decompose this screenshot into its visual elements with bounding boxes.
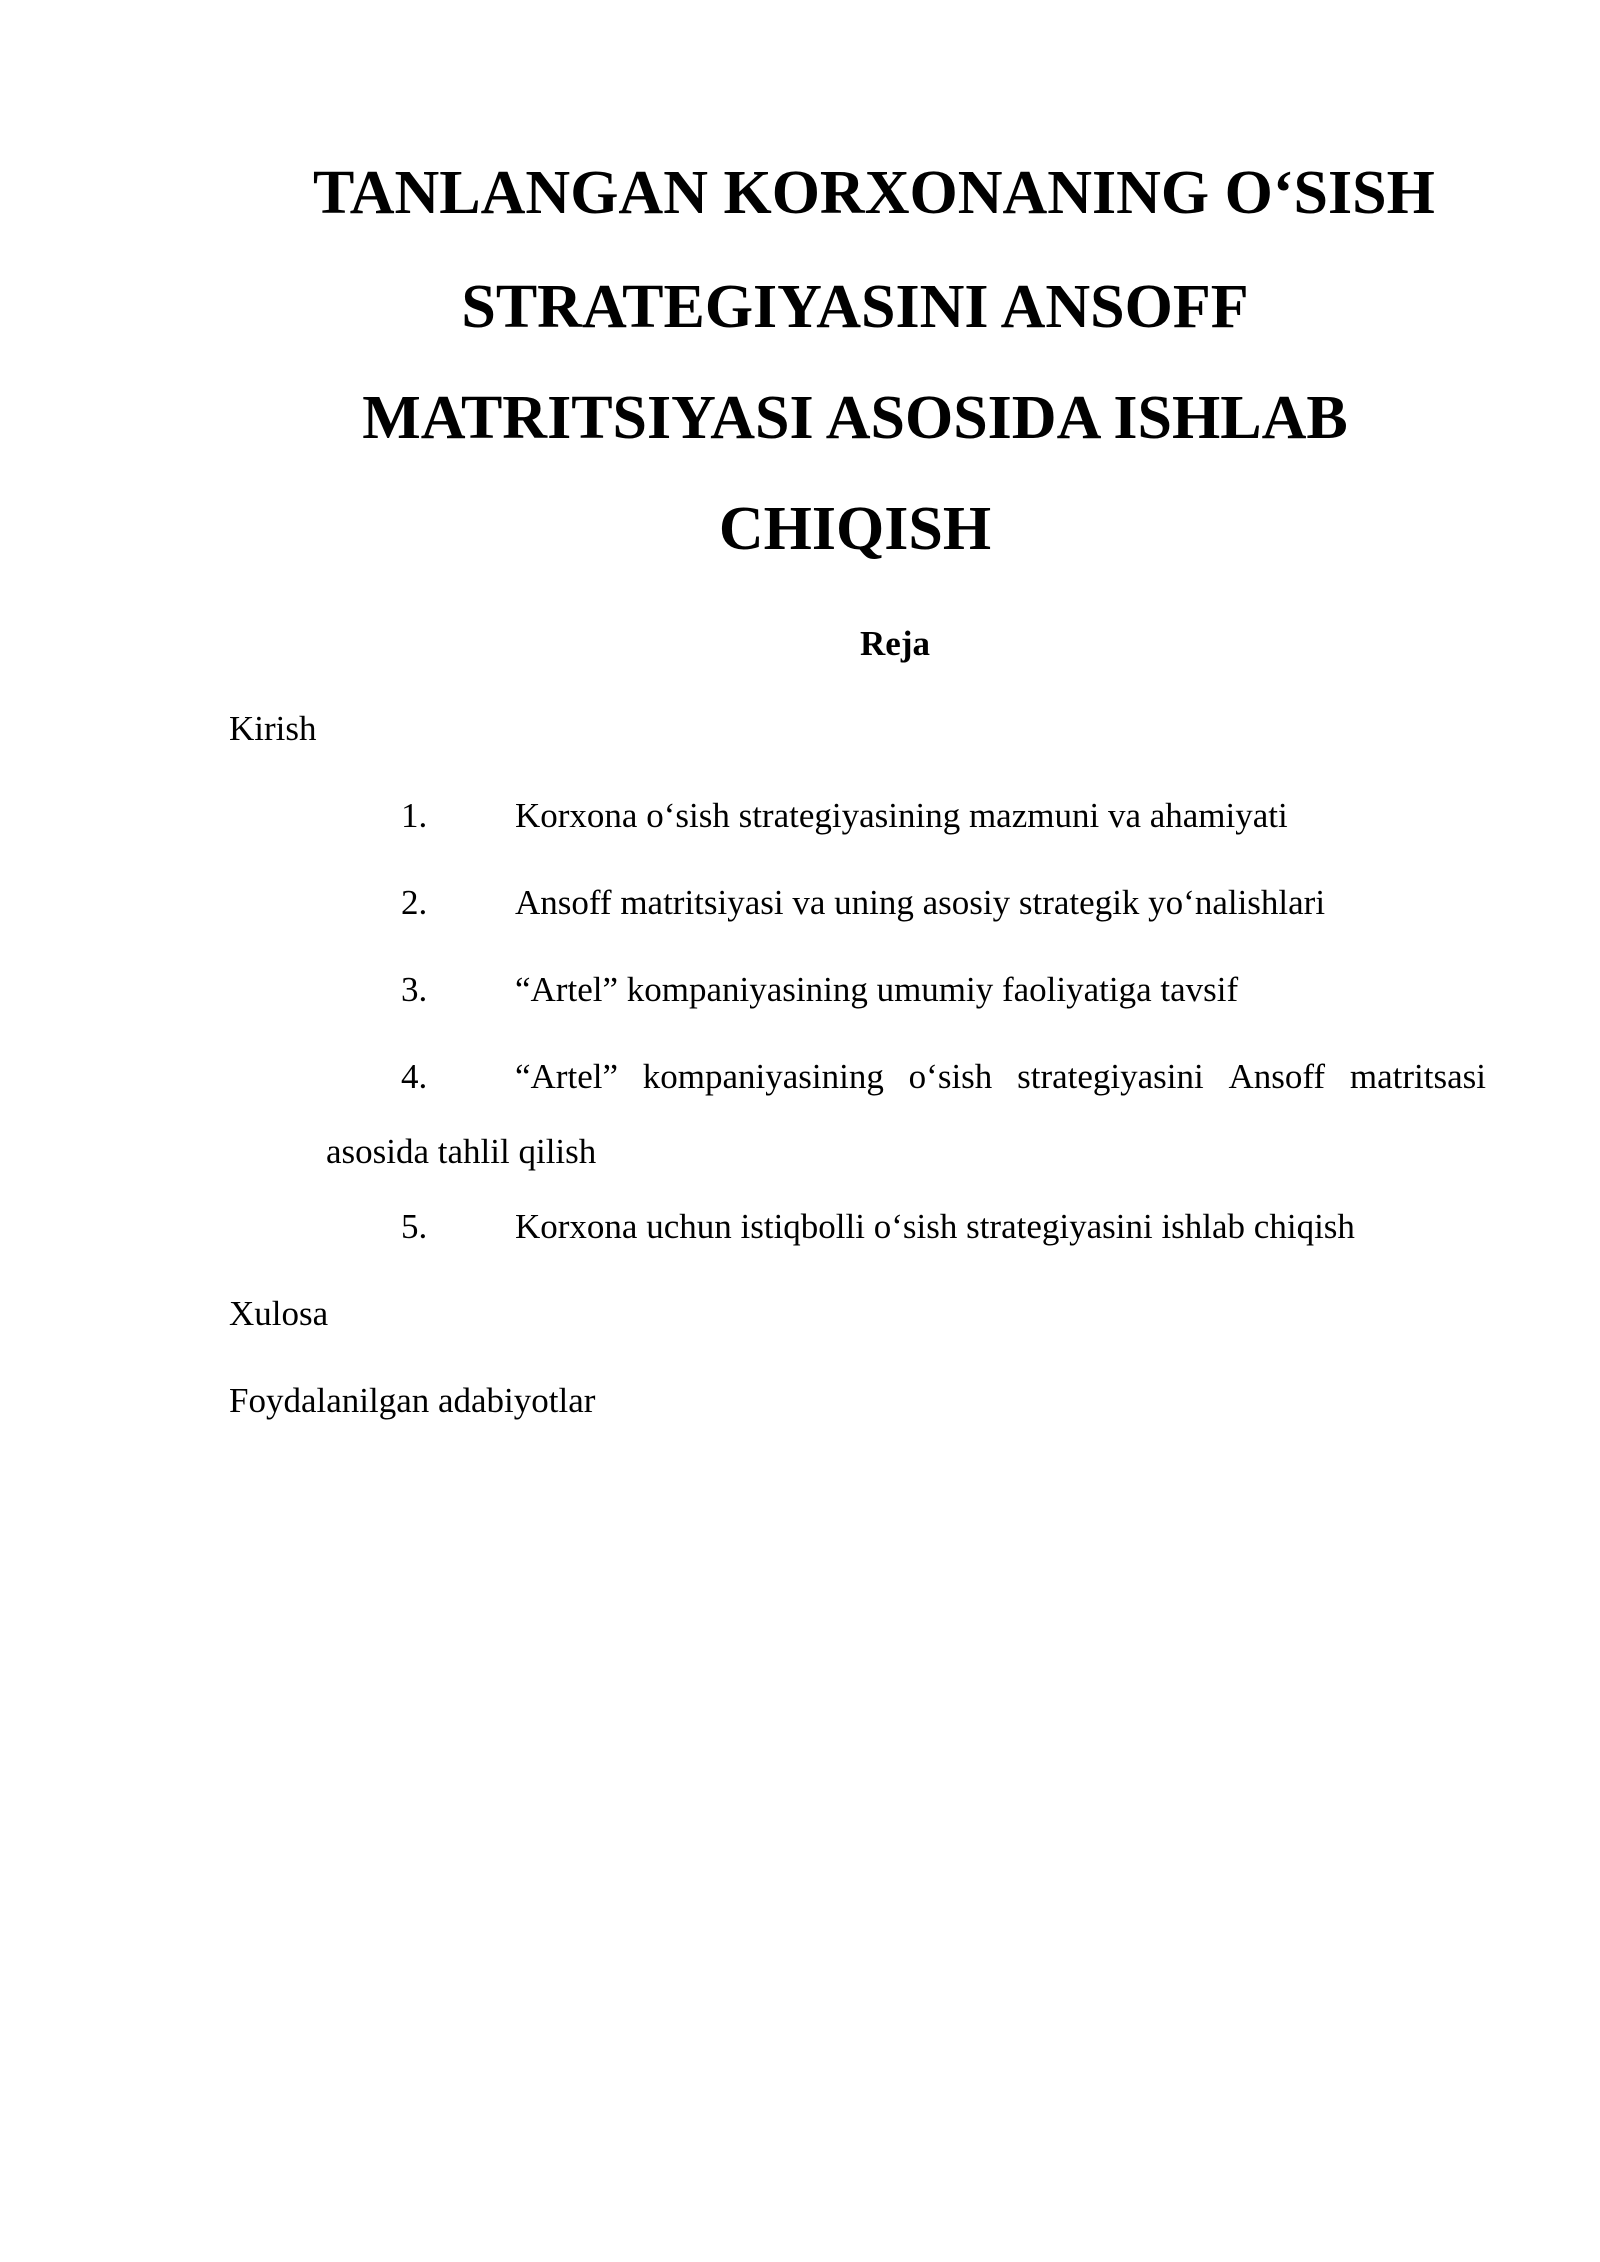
conclusion-entry: Xulosa — [229, 1294, 329, 1333]
plan-item-number: 3. — [401, 970, 428, 1009]
plan-item-text: Korxona uchun istiqbolli o‘sish strategiyasini ishlab chiqish — [515, 1207, 1355, 1246]
justified-word: “Artel” — [515, 1057, 618, 1096]
plan-item-number: 2. — [401, 883, 428, 922]
justified-word: kompaniyasining — [642, 1057, 884, 1096]
justified-word: Ansoff — [1228, 1057, 1326, 1096]
plan-item-number: 4. — [401, 1057, 428, 1096]
plan-item-text-line-2: asosida tahlil qilish — [326, 1132, 597, 1171]
title-line-2: STRATEGIYASINI ANSOFF — [461, 273, 1249, 341]
justified-word: matritsasi — [1349, 1057, 1486, 1096]
intro-entry: Kirish — [229, 709, 317, 748]
references-entry: Foydalanilgan adabiyotlar — [229, 1381, 596, 1420]
justified-word: strategiyasini — [1017, 1057, 1204, 1096]
title-line-3: MATRITSIYASI ASOSIDA ISHLAB — [362, 384, 1348, 452]
plan-heading: Reja — [860, 624, 930, 663]
title-line-1: TANLANGAN KORXONANING O‘SISH — [313, 159, 1435, 227]
title-line-4: CHIQISH — [718, 495, 992, 563]
justified-word: o‘sish — [908, 1057, 993, 1096]
plan-item-text: Ansoff matritsiyasi va uning asosiy strategik yo‘nalishlari — [515, 883, 1326, 922]
plan-item-text-line-1 — [515, 1055, 1486, 1099]
plan-item-text: “Artel” kompaniyasining umumiy faoliyatiga tavsif — [515, 970, 1239, 1009]
plan-item-text: Korxona o‘sish strategiyasining mazmuni va ahamiyati — [515, 796, 1288, 835]
plan-item-number: 1. — [401, 796, 428, 835]
plan-item-number: 5. — [401, 1207, 428, 1246]
